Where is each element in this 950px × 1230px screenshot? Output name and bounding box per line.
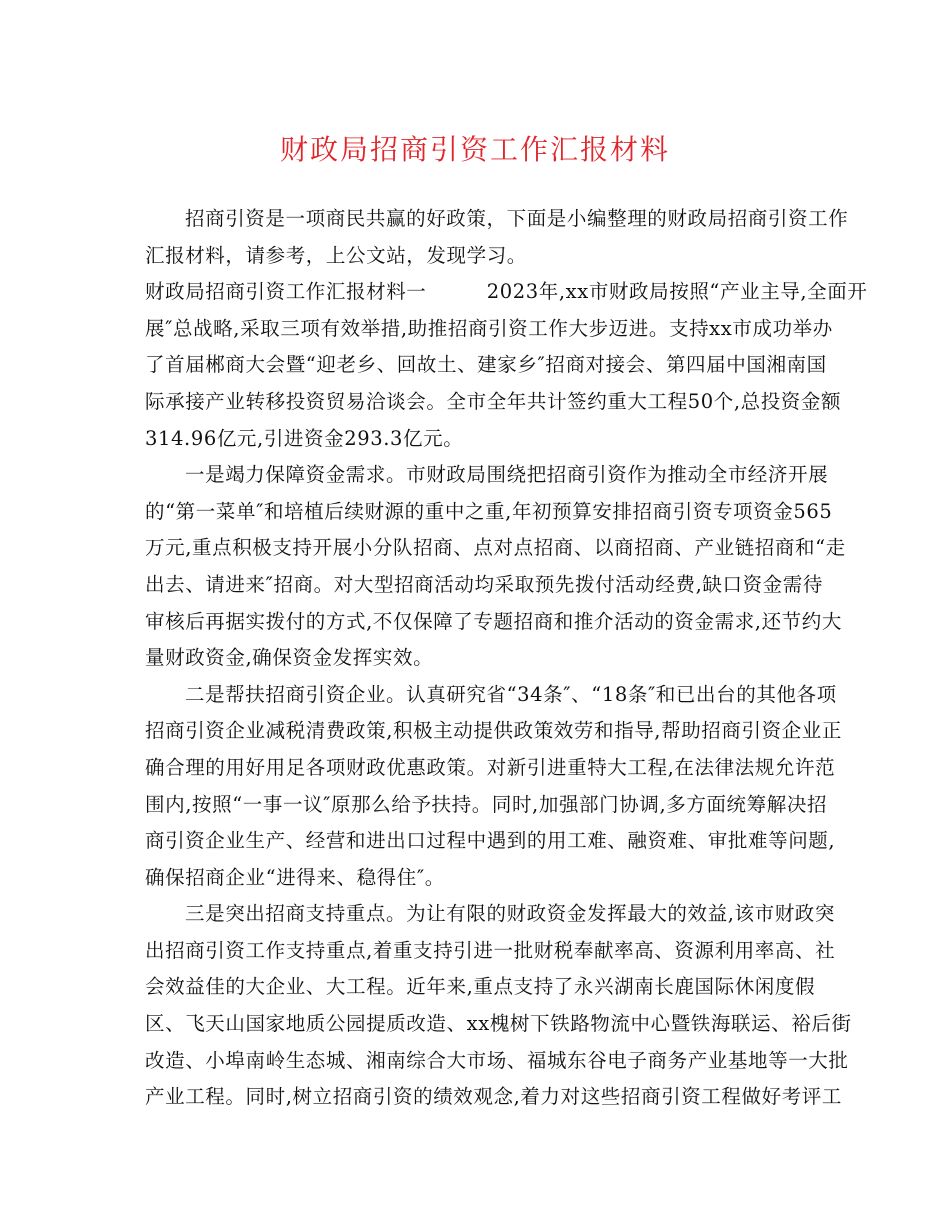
- text-line: 围内,按照“一事一议″原那么给予扶持。同时,加强部门协调,多方面统筹解决招: [145, 792, 828, 816]
- text-line: 二是帮扶招商引资企业。认真研究省“34条″、“18条″和已出台的其他各项: [185, 682, 837, 706]
- text-line: 三是突出招商支持重点。为让有限的财政资金发挥最大的效益,该市财政突: [185, 902, 835, 926]
- text-line: 出去、请进来″招商。对大型招商活动均采取预先拨付活动经费,缺口资金需待: [145, 572, 823, 596]
- document-title: 财政局招商引资工作汇报材料: [279, 133, 670, 166]
- text-line: 商引资企业生产、经营和进出口过程中遇到的用工难、融资难、审批难等问题,: [145, 829, 836, 853]
- text-line: 万元,重点积极支持开展小分队招商、点对点招商、以商招商、产业链招商和“走: [145, 536, 846, 560]
- text-line: 招商引资是一项商民共赢的好政策，下面是小编整理的财政局招商引资工作: [185, 207, 849, 230]
- text-line: 际承接产业转移投资贸易洽谈会。全市全年共计签约重大工程50个,总投资金额: [145, 389, 842, 413]
- text-line: 的“第一菜单″和培植后续财源的重中之重,年初预算安排招商引资专项资金565: [145, 499, 833, 523]
- text-line: 出招商引资工作支持重点,着重支持引进一批财税奉献率高、资源利用率高、社: [145, 938, 836, 962]
- text-line: 展″总战略,采取三项有效举措,助推招商引资工作大步迈进。支持xx市成功举办: [145, 316, 833, 340]
- document-body: [145, 201, 868, 1116]
- text-line: 区、飞天山国家地质公园提质改造、xx槐树下铁路物流中心暨铁海联运、裕后街: [145, 1012, 852, 1036]
- text-line: 了首届郴商大会暨“迎老乡、回故土、建家乡″招商对接会、第四届中国湘南国: [145, 353, 827, 377]
- text-line: 改造、小埠南岭生态城、湘南综合大市场、福城东谷电子商务产业基地等一大批: [145, 1048, 849, 1072]
- text-line: 确保招商企业“进得来、稳得住″。: [145, 865, 445, 889]
- text-line: 会效益佳的大企业、大工程。近年来,重点支持了永兴湖南长鹿国际休闲度假: [145, 975, 816, 999]
- text-line: 汇报材料，请参考，上公文站，发现学习。: [145, 243, 527, 267]
- text-line: 314.96亿元,引进资金293.3亿元。: [145, 426, 464, 450]
- text-line: 量财政资金,确保资金发挥实效。: [145, 646, 434, 670]
- text-line: 一是竭力保障资金需求。市财政局围绕把招商引资作为推动全市经济开展: [185, 463, 829, 487]
- text-line: 财政局招商引资工作汇报材料一 2023年,xx市财政局按照“产业主导,全面开: [145, 280, 868, 304]
- text-line: 产业工程。同时,树立招商引资的绩效观念,着力对这些招商引资工程做好考评工: [145, 1085, 842, 1109]
- text-line: 审核后再据实拨付的方式,不仅保障了专题招商和推介活动的资金需求,还节约大: [145, 609, 842, 633]
- text-line: 招商引资企业减税清费政策,积极主动提供政策效劳和指导,帮助招商引资企业正: [145, 719, 842, 743]
- text-line: 确合理的用好用足各项财政优惠政策。对新引进重特大工程,在法律法规允许范: [145, 755, 836, 779]
